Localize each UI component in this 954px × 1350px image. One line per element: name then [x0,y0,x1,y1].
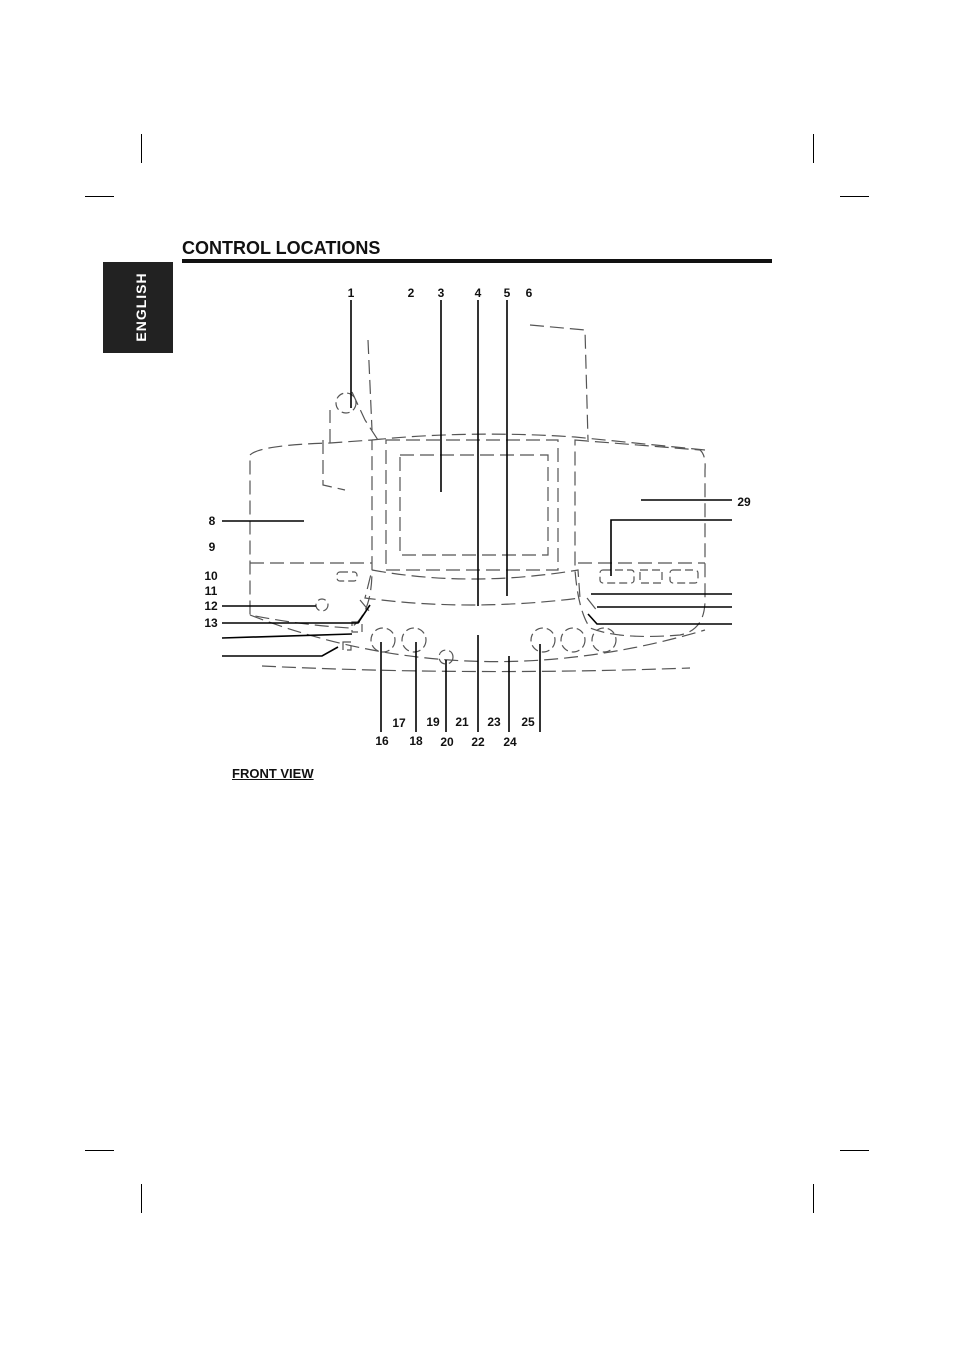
callout-24: 24 [503,735,517,749]
callout-4: 4 [474,286,482,300]
callout-20: 20 [440,735,454,749]
leader-15 [222,647,338,656]
callout-1: 1 [347,286,355,300]
callout-8: 8 [208,514,216,528]
callout-25: 25 [521,715,535,729]
leader-28b [588,614,732,624]
page-heading: CONTROL LOCATIONS [182,238,381,258]
leader-26 [611,520,732,576]
callout-19: 19 [426,715,440,729]
callout-12: 12 [204,599,218,613]
callout-29: 29 [737,495,751,509]
callout-9: 9 [208,540,216,554]
callout-22: 22 [471,735,485,749]
crop-mark-bottom-right-horizontal [840,1150,869,1151]
crop-mark-bottom-right-vertical [813,1184,814,1213]
callout-23: 23 [487,715,501,729]
crop-mark-bottom-left-vertical [141,1184,142,1213]
callout-3: 3 [437,286,445,300]
callout-2: 2 [407,286,415,300]
callout-18: 18 [409,734,423,748]
leader-13 [222,605,370,623]
callout-13: 13 [204,616,218,630]
callout-17: 17 [392,716,406,730]
callout-11: 11 [204,584,218,598]
leader-lines [222,300,732,732]
figure-caption: FRONT VIEW [232,766,314,781]
crop-mark-bottom-left-horizontal [85,1150,114,1151]
callout-16: 16 [375,734,389,748]
callout-6: 6 [525,286,533,300]
callout-10: 10 [204,569,218,583]
leader-14 [222,634,352,638]
callout-5: 5 [503,286,511,300]
callout-21: 21 [455,715,469,729]
language-tab-label: ENGLISH [133,272,149,342]
